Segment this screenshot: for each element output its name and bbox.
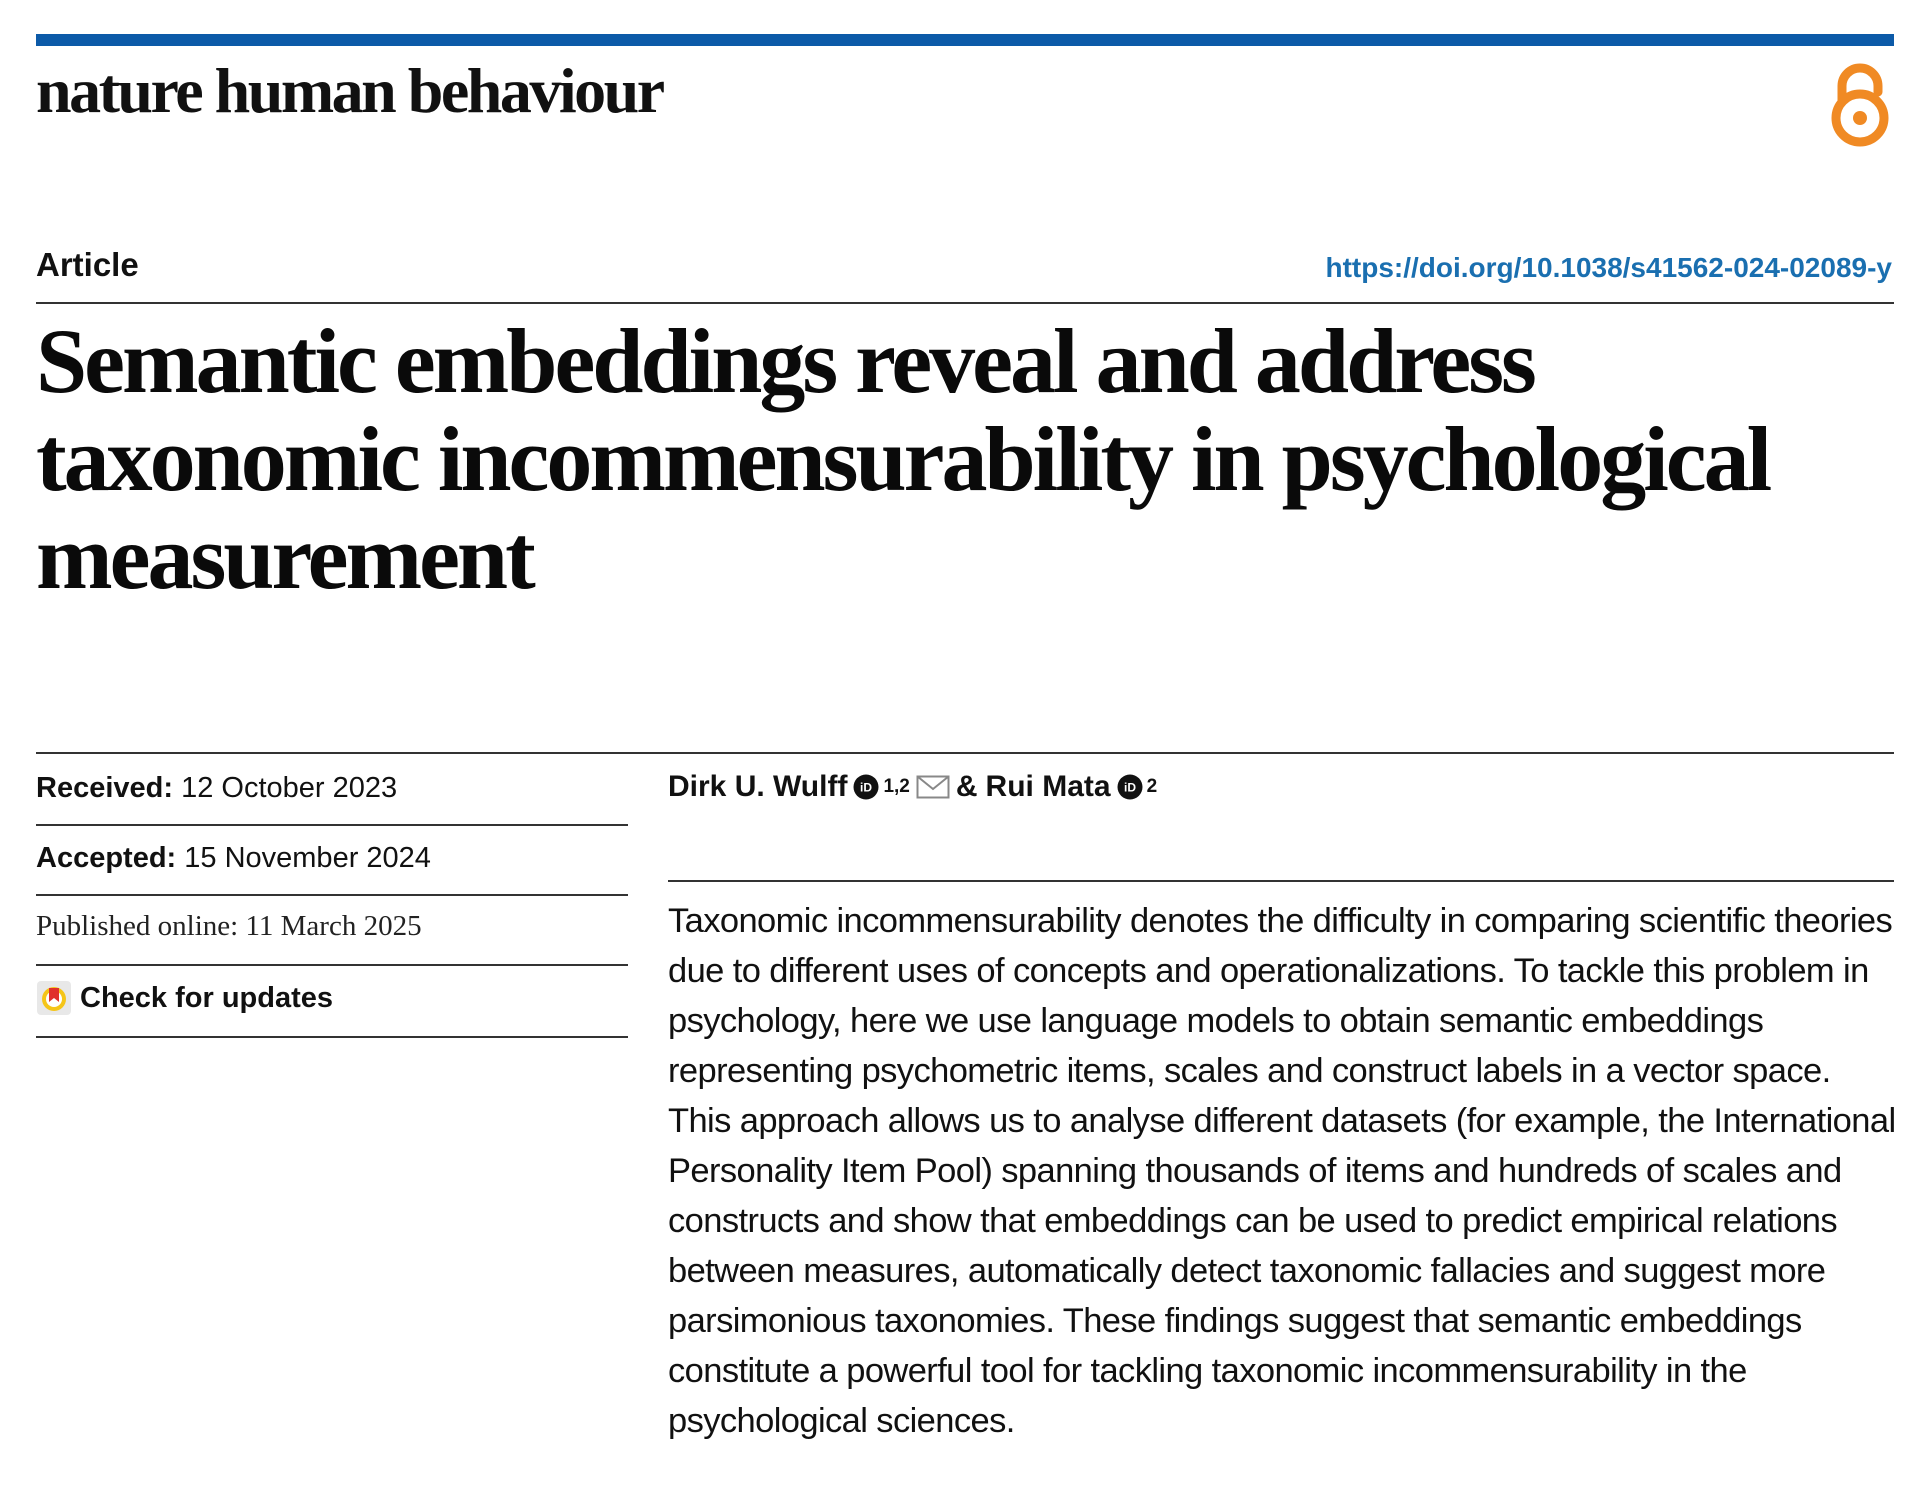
author-name[interactable]: Dirk U. Wulff xyxy=(668,770,848,803)
accepted-value: 15 November 2024 xyxy=(184,842,431,874)
orcid-icon[interactable] xyxy=(853,774,879,800)
divider xyxy=(36,1036,628,1038)
received-value: 12 October 2023 xyxy=(181,772,398,804)
abstract-text: Taxonomic incommensurability denotes the difficulty in comparing scientific theories due to different uses of concepts and operationalizations. To tackle this problem in psychology, here we use language models to obtain semantic embeddings representing psychometric items, scales and construct labels in a vector space. This approach allows us to analyse different datasets (for example, the International Personality Item Pool) spanning thousands of items and hundreds of scales and constructs and show that embeddings can be used to predict empirical relations between measures, automatically detect taxonomic fallacies and suggest more parsimonious taxonomies. These findings suggest that semantic embeddings constitute a powerful tool for tackling taxonomic incommensurability in the psychological sciences. xyxy=(668,902,1896,1440)
published-date xyxy=(36,910,422,943)
accepted-label: Accepted: xyxy=(36,842,177,874)
orcid-icon[interactable] xyxy=(1117,774,1143,800)
author-name[interactable]: Rui Mata xyxy=(985,770,1111,803)
article-title: Semantic embeddings reveal and address taxonomic incommensurability in psychological measurement xyxy=(36,310,1770,608)
received-label: Received: xyxy=(36,772,174,804)
author-affiliation: 2 xyxy=(1146,776,1158,797)
meta-divider xyxy=(36,752,1894,754)
divider xyxy=(36,894,628,896)
accepted-date xyxy=(36,842,431,875)
header-divider xyxy=(36,302,1894,304)
author-affiliation: 1,2 xyxy=(883,776,910,797)
check-for-updates-icon xyxy=(36,980,72,1016)
divider xyxy=(36,824,628,826)
published-value: 11 March 2025 xyxy=(245,910,422,942)
svg-text:iD: iD xyxy=(1123,780,1136,795)
check-for-updates-button[interactable] xyxy=(36,980,333,1016)
article-type: Article xyxy=(36,246,139,283)
check-for-updates-label: Check for updates xyxy=(80,981,333,1014)
received-date xyxy=(36,772,397,805)
author-list xyxy=(668,770,1157,804)
author-joiner: & xyxy=(955,770,978,803)
journal-color-bar xyxy=(36,34,1894,46)
journal-name[interactable]: nature human behaviour xyxy=(36,55,663,126)
email-icon[interactable] xyxy=(916,775,950,799)
svg-text:iD: iD xyxy=(860,780,873,795)
published-label: Published online: xyxy=(36,910,239,942)
doi-link[interactable]: https://doi.org/10.1038/s41562-024-02089-y xyxy=(1325,252,1892,283)
abstract-divider xyxy=(668,880,1894,882)
divider xyxy=(36,964,628,966)
open-access-icon xyxy=(1826,56,1894,148)
